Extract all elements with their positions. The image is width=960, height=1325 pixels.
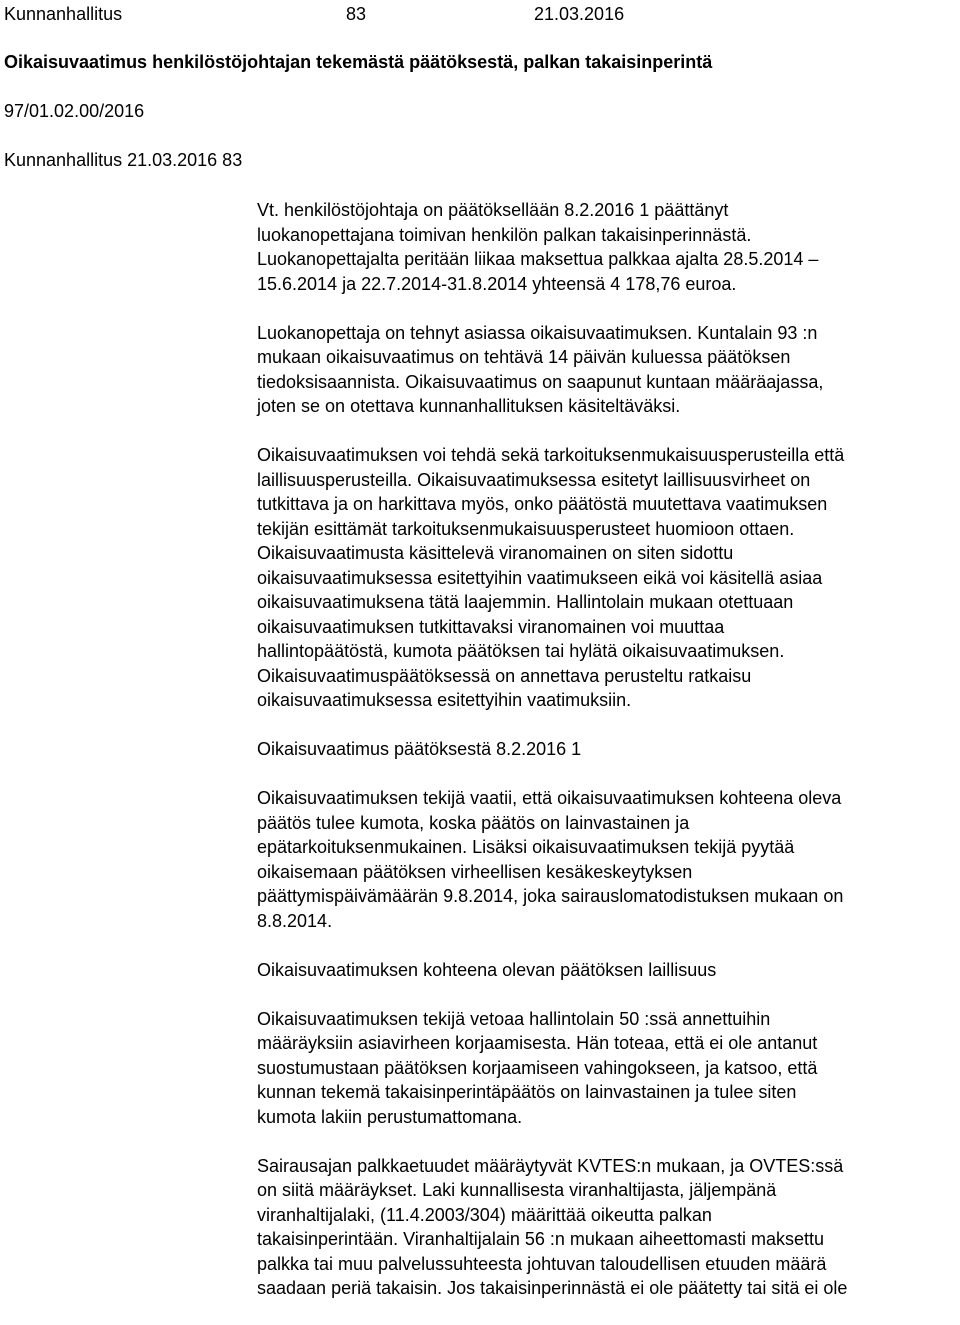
paragraph-line: Luokanopettajalta peritään liikaa maksettua palkkaa ajalta 28.5.2014 – [257, 249, 819, 269]
paragraph-line: luokanopettajana toimivan henkilön palkan takaisinperinnästä. [257, 224, 752, 245]
paragraph-line: hallintopäätöstä, kumota päätöksen tai hylätä oikaisuvaatimuksen. [257, 641, 785, 661]
paragraph [257, 737, 957, 762]
document-body [257, 198, 957, 1325]
header-date: 21.03.2016 [534, 4, 625, 24]
paragraph-line: määräyksiin asiavirheen korjaamisesta. Hän toteaa, että ei ole antanut [257, 1033, 818, 1053]
paragraph [257, 443, 957, 713]
subject-title: Oikaisuvaatimus henkilöstöjohtajan tekemästä päätöksestä, palkan takaisinperintä [4, 52, 713, 72]
paragraph-line: Oikaisuvaatimuksen tekijä vaatii, että oikaisuvaatimuksen kohteena oleva [257, 788, 842, 808]
paragraph-line: joten se on otettava kunnanhallituksen käsiteltäväksi. [257, 396, 681, 416]
paragraph [257, 786, 957, 933]
paragraph-line: Oikaisuvaatimusta käsittelevä viranomainen on siten sidottu [257, 543, 734, 563]
paragraph [257, 1154, 957, 1301]
paragraph-line: mukaan oikaisuvaatimus on tehtävä 14 päivän kuluessa päätöksen [257, 347, 791, 367]
paragraph-line: oikaisemaan päätöksen virheellisen kesäkeskeytyksen [257, 861, 693, 882]
paragraph-line: päätös tulee kumota, koska päätös on lainvastainen ja [257, 812, 690, 833]
paragraph-line: oikaisuvaatimuksena tätä laajemmin. Hallintolain mukaan otettuaan [257, 592, 794, 612]
paragraph-line: Oikaisuvaatimuksen voi tehdä sekä tarkoituksenmukaisuusperusteilla että [257, 445, 845, 465]
paragraph-line: laillisuusperusteilla. Oikaisuvaatimuksessa esitetyt laillisuusvirheet on [257, 469, 811, 490]
paragraph-line: tekijän esittämät tarkoituksenmukaisuusperusteet huomioon ottaen. [257, 518, 795, 539]
paragraph-line: Oikaisuvaatimuksen tekijä vetoaa hallintolain 50 :ssä annettuihin [257, 1008, 771, 1029]
paragraph-line: epätarkoituksenmukainen. Lisäksi oikaisuvaatimuksen tekijä pyytää [257, 837, 795, 857]
meeting-reference: Kunnanhallitus 21.03.2016 83 [4, 150, 243, 170]
paragraph-line: kumota lakiin perustumattomana. [257, 1106, 523, 1127]
paragraph-line: Oikaisuvaatimus päätöksestä 8.2.2016 1 [257, 739, 582, 759]
paragraph [257, 198, 957, 296]
paragraph-line: palkka tai muu palvelussuhteesta johtuvan taloudellisen etuuden määrä [257, 1253, 827, 1274]
paragraph-line: tutkittava ja on harkittava myös, onko päätöstä muutettava vaatimuksen [257, 494, 828, 514]
paragraph [257, 1007, 957, 1130]
paragraph-line: takaisinperintään. Viranhaltijalain 56 :n mukaan aiheettomasti maksettu [257, 1229, 824, 1249]
paragraph-line: oikaisuvaatimuksessa esitettyihin vaatimuksiin. [257, 690, 632, 710]
paragraph-line: Oikaisuvaatimuspäätöksessä on annettava perusteltu ratkaisu [257, 665, 752, 686]
paragraph-line: 8.8.2014. [257, 910, 333, 931]
paragraph-line: Vt. henkilöstöjohtaja on päätöksellään 8.2.2016 1 päättänyt [257, 200, 729, 220]
diary-number: 97/01.02.00/2016 [4, 101, 145, 121]
paragraph-line: kunnan tekemä takaisinperintäpäätös on lainvastainen ja tulee siten [257, 1082, 797, 1102]
paragraph-line: on siitä määräykset. Laki kunnallisesta viranhaltijasta, jäljempänä [257, 1180, 777, 1200]
paragraph-line: Oikaisuvaatimuksen kohteena olevan päätöksen laillisuus [257, 959, 717, 980]
paragraph-line: oikaisuvaatimuksen tutkittavaksi viranomainen voi muuttaa [257, 616, 725, 637]
paragraph-line: Sairausajan palkkaetuudet määräytyvät KVTES:n mukaan, ja OVTES:ssä [257, 1155, 844, 1176]
paragraph-line: saadaan periä takaisin. Jos takaisinperinnästä ei ole päätetty tai sitä ei ole [257, 1278, 848, 1298]
section-number: 83 [346, 4, 367, 24]
paragraph-line: tiedoksisaannista. Oikaisuvaatimus on saapunut kuntaan määräajassa, [257, 371, 824, 392]
paragraph-line: oikaisuvaatimuksessa esitettyihin vaatimukseen eikä voi käsitellä asiaa [257, 567, 823, 588]
paragraph [257, 321, 957, 419]
body-name: Kunnanhallitus [4, 4, 123, 24]
paragraph [257, 958, 957, 983]
paragraph-line: Luokanopettaja on tehnyt asiassa oikaisuvaatimuksen. Kuntalain 93 :n [257, 322, 818, 343]
paragraph-line: 15.6.2014 ja 22.7.2014-31.8.2014 yhteensä 4 178,76 euroa. [257, 273, 737, 294]
paragraph-line: päättymispäivämäärän 9.8.2014, joka sairauslomatodistuksen mukaan on [257, 886, 844, 906]
paragraph-line: suostumustaan päätöksen korjaamiseen vahingokseen, ja katsoo, että [257, 1057, 818, 1078]
paragraph-line: viranhaltijalaki, (11.4.2003/304) määrittää oikeutta palkan [257, 1204, 712, 1225]
